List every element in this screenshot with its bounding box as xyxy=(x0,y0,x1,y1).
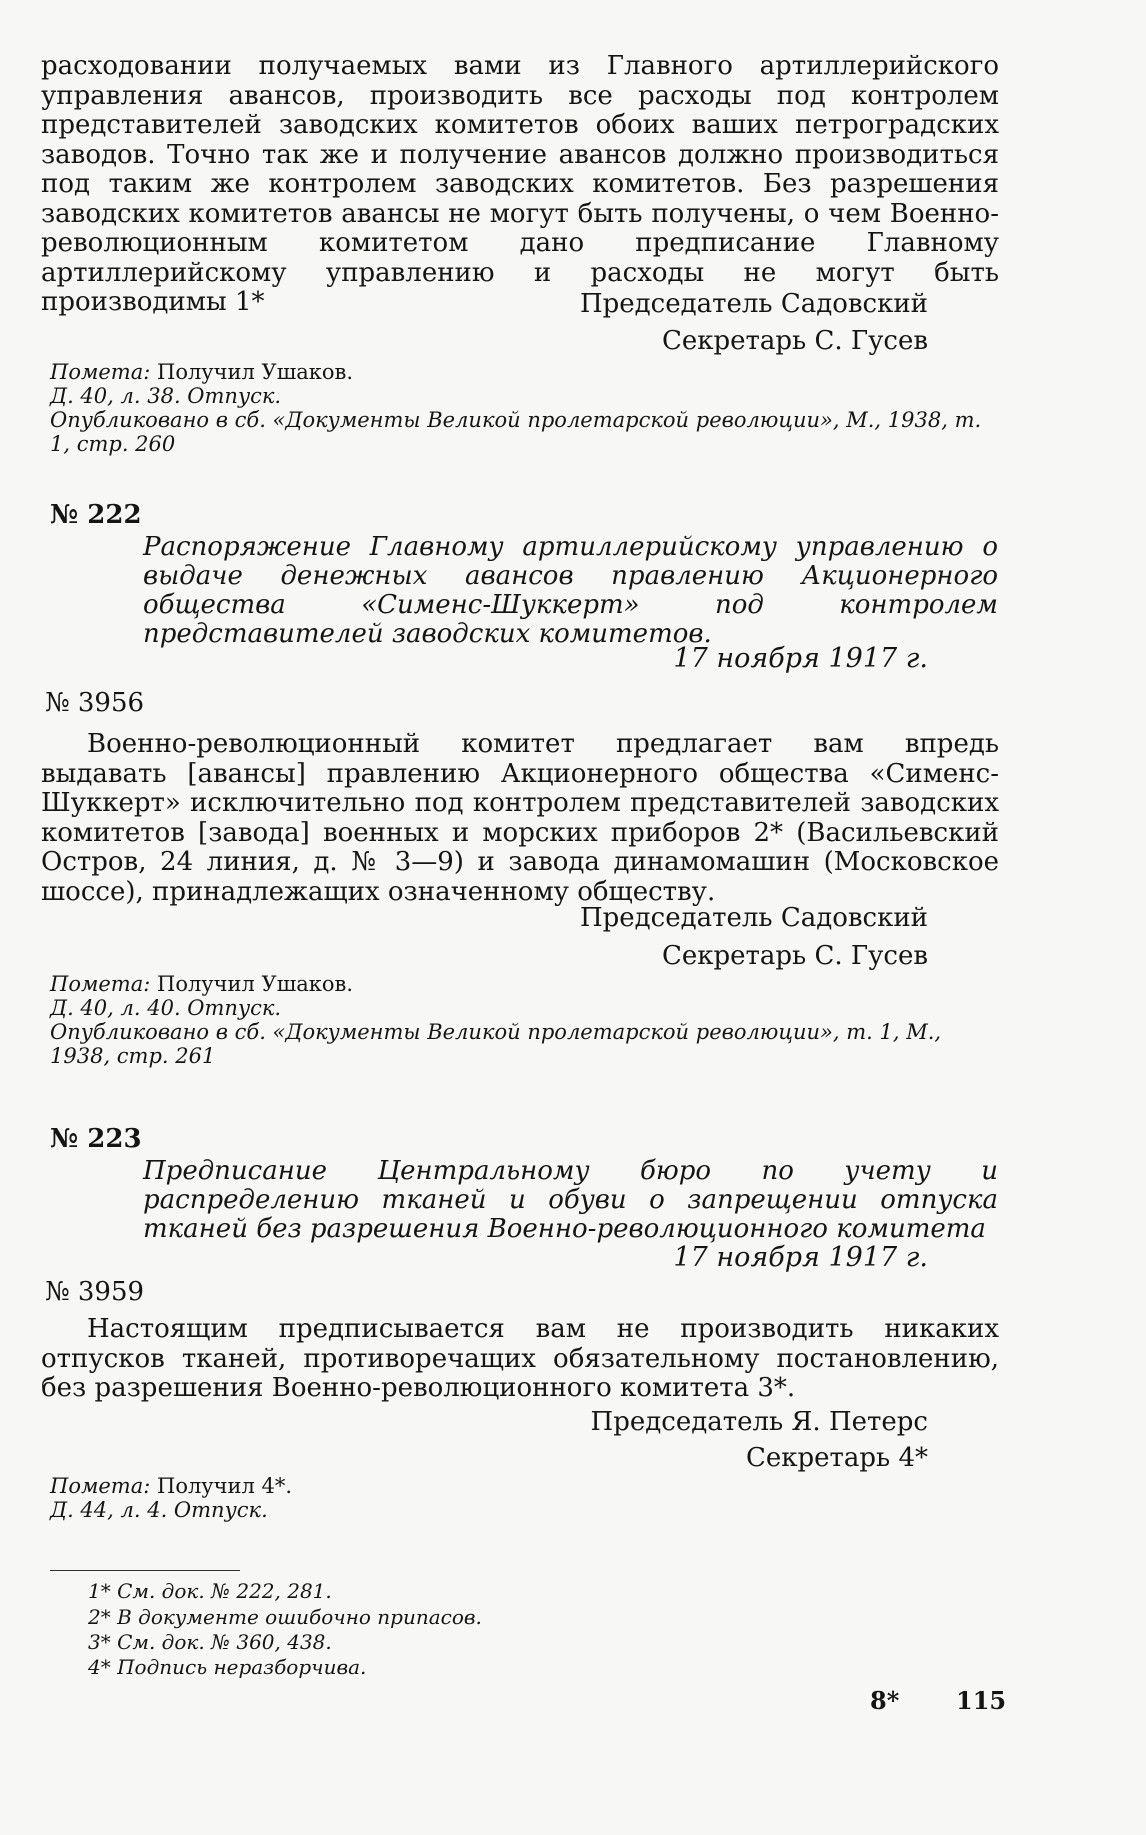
note-label: Помета: xyxy=(50,972,151,996)
footnote: 3* См. док. № 360, 438. xyxy=(88,1630,332,1654)
footnote: 1* См. док. № 222, 281. xyxy=(88,1579,332,1603)
archive-reference: Д. 40, л. 40. Отпуск. xyxy=(50,996,282,1020)
footnote-divider xyxy=(50,1570,240,1571)
receipt-note xyxy=(50,360,1000,384)
signature-secretary: Секретарь С. Гусев xyxy=(661,326,928,356)
note-value: Получил Ушаков. xyxy=(157,360,354,384)
signature-chairman: Председатель Садовский xyxy=(579,289,928,319)
archive-reference: Д. 40, л. 38. Отпуск. xyxy=(50,384,282,408)
document-title: Распоряжение Главному артиллерийскому управлению о выдаче денежных авансов правлению Акционерного общества «Сименс-Шуккерт» под контролем представителей заводских комитетов. xyxy=(143,532,998,649)
document-number: № 223 xyxy=(50,1124,142,1154)
receipt-note xyxy=(50,972,1000,996)
note-label: Пометa: xyxy=(50,1474,151,1498)
publication-reference: Опубликовано в сб. «Документы Великой пролетарской революции», т. 1, М., 1938, стр. 261 xyxy=(50,1020,942,1068)
signature-secretary: Секретарь С. Гусев xyxy=(661,941,928,971)
document-body: Настоящим предписывается вам не производить никаких отпусков тканей, противоречащих обязательному постановлению, без разрешения Военно-революционного комитета 3*. xyxy=(41,1314,999,1403)
footnote: 2* В документе ошибочно припасов. xyxy=(88,1605,482,1629)
note-label: Помета: xyxy=(50,360,151,384)
continuation-paragraph: расходовании получаемых вами из Главного артиллерийского управления авансов, производить все расходы под контролем представителей заводских комитетов обоих ваших петроградских заводов. Точно так же и получение авансов должно производиться под таким же контролем заводских комитетов. Без разрешения заводских комитетов авансы не могут быть получены, о чем Военно-революционным комитетом дано предписание Главному артиллерийскому управлению и расходы не могут быть производимы 1* xyxy=(41,51,999,317)
page-number: 115 xyxy=(956,1686,1007,1715)
archive-reference: Д. 44, л. 4. Отпуск. xyxy=(50,1498,268,1522)
receipt-note xyxy=(50,1474,1000,1498)
document-title: Предписание Центральному бюро по учету и распределению тканей и обуви о запрещении отпуска тканей без разрешения Военно-революционного комитета xyxy=(143,1156,998,1244)
signature-chairman: Председатель Садовский xyxy=(579,903,928,933)
signature-secretary: Секретарь 4* xyxy=(745,1443,928,1473)
note-value: Получил Ушаков. xyxy=(157,972,354,996)
note-value: Получил 4*. xyxy=(157,1474,293,1498)
outgoing-number: № 3959 xyxy=(45,1277,145,1307)
signature-chairman: Председатель Я. Петерс xyxy=(590,1407,928,1437)
document-date: 17 ноября 1917 г. xyxy=(673,1242,928,1273)
document-date: 17 ноября 1917 г. xyxy=(673,643,928,674)
footnote: 4* Подпись неразборчива. xyxy=(88,1655,367,1679)
document-body: Военно-революционный комитет предлагает вам впредь выдавать [авансы] правлению Акционерного общества «Сименс-Шуккерт» исключительно под контролем представителей заводских комитетов [завода] военных и морских приборов 2* (Васильевский Остров, 24 линия, д. № 3—9) и завода динамомашин (Московское шоссе), принадлежащих означенному обществу. xyxy=(41,729,999,907)
outgoing-number: № 3956 xyxy=(45,688,145,718)
signature-mark: 8* xyxy=(870,1686,900,1715)
document-number: № 222 xyxy=(50,500,142,530)
publication-reference: Опубликовано в сб. «Документы Великой пролетарской революции», М., 1938, т. 1, стр. 260 xyxy=(50,408,982,456)
